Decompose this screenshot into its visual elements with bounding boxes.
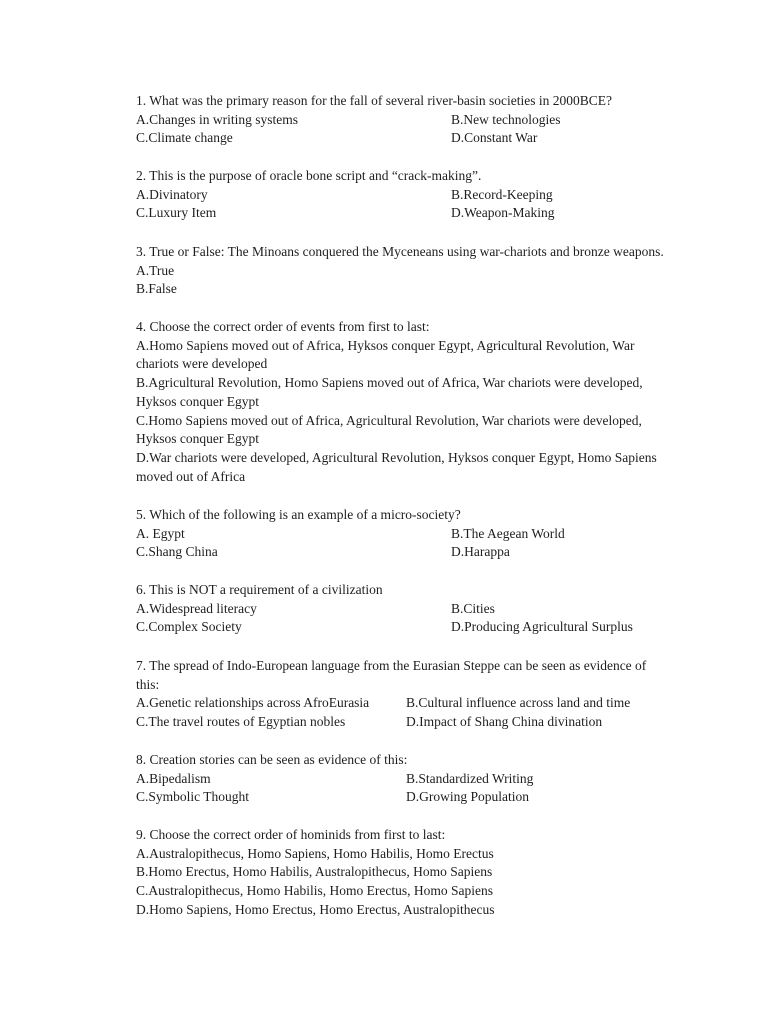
question-9 xyxy=(136,826,696,920)
option-d: D.Constant War xyxy=(451,130,538,146)
option-d: D.Growing Population xyxy=(406,789,529,805)
option-c-cont: Hyksos conquer Egypt xyxy=(136,431,259,447)
option-b: B.Cultural influence across land and time xyxy=(406,695,631,711)
option-b: B.Cities xyxy=(451,600,495,616)
option-row xyxy=(136,204,696,223)
question-prompt: 1. What was the primary reason for the fall of several river-basin societies in 2000BCE? xyxy=(136,93,612,108)
option-b: B.Record-Keeping xyxy=(451,186,553,202)
question-3 xyxy=(136,243,696,299)
option-row xyxy=(136,618,696,637)
option-a: A.True xyxy=(136,262,175,278)
question-5 xyxy=(136,506,696,562)
option-row xyxy=(136,111,696,130)
option-row xyxy=(136,129,696,148)
question-prompt: 4. Choose the correct order of events from first to last: xyxy=(136,319,430,334)
option-b: B.Standardized Writing xyxy=(406,770,534,786)
option-b: B.Agricultural Revolution, Homo Sapiens moved out of Africa, War chariots were developed, xyxy=(136,375,643,391)
question-4 xyxy=(136,318,696,486)
question-6 xyxy=(136,581,696,637)
option-c: C.Complex Society xyxy=(136,619,242,635)
question-1 xyxy=(136,92,696,148)
question-prompt: 6. This is NOT a requirement of a civilization xyxy=(136,582,383,597)
question-prompt: 8. Creation stories can be seen as evidence of this: xyxy=(136,752,408,767)
option-d: D.Impact of Shang China divination xyxy=(406,714,603,730)
option-a: A.Homo Sapiens moved out of Africa, Hyksos conquer Egypt, Agricultural Revolution, War xyxy=(136,337,635,353)
question-prompt: 9. Choose the correct order of hominids from first to last: xyxy=(136,827,446,842)
question-prompt: 2. This is the purpose of oracle bone script and “crack-making”. xyxy=(136,168,482,183)
option-c: C.Homo Sapiens moved out of Africa, Agricultural Revolution, War chariots were developed, xyxy=(136,412,642,428)
option-a: A.Genetic relationships across AfroEurasia xyxy=(136,695,370,711)
question-8 xyxy=(136,751,696,807)
question-7 xyxy=(136,657,696,732)
option-c: C.Luxury Item xyxy=(136,205,217,221)
question-prompt: 5. Which of the following is an example of a micro-society? xyxy=(136,507,461,522)
option-row xyxy=(136,694,696,713)
option-a: A.Changes in writing systems xyxy=(136,111,298,127)
option-c: C.Shang China xyxy=(136,544,218,560)
question-prompt: 3. True or False: The Minoans conquered the Myceneans using war-chariots and bronze weapons. xyxy=(136,244,664,259)
option-b: B.The Aegean World xyxy=(451,525,565,541)
option-a: A.Australopithecus, Homo Sapiens, Homo Habilis, Homo Erectus xyxy=(136,845,494,861)
option-row xyxy=(136,525,696,544)
option-c: C.The travel routes of Egyptian nobles xyxy=(136,714,346,730)
option-row xyxy=(136,543,696,562)
option-row xyxy=(136,713,696,732)
option-a: A. Egypt xyxy=(136,525,185,541)
option-d-cont: moved out of Africa xyxy=(136,468,246,484)
option-d: D.Weapon-Making xyxy=(451,205,555,221)
option-row xyxy=(136,770,696,789)
option-a: A.Divinatory xyxy=(136,186,208,202)
option-b-cont: Hyksos conquer Egypt xyxy=(136,393,259,409)
question-2 xyxy=(136,167,696,223)
question-prompt-cont: this: xyxy=(136,676,160,692)
option-row xyxy=(136,186,696,205)
option-c: C.Australopithecus, Homo Habilis, Homo Erectus, Homo Sapiens xyxy=(136,883,493,899)
option-a: A.Bipedalism xyxy=(136,770,211,786)
option-row xyxy=(136,788,696,807)
option-row xyxy=(136,600,696,619)
option-a-cont: chariots were developed xyxy=(136,356,268,372)
option-c: C.Symbolic Thought xyxy=(136,789,250,805)
option-d: D.War chariots were developed, Agricultural Revolution, Hyksos conquer Egypt, Homo Sapiens xyxy=(136,449,657,465)
question-prompt: 7. The spread of Indo-European language from the Eurasian Steppe can be seen as evidence of xyxy=(136,658,647,673)
option-b: B.False xyxy=(136,281,177,297)
option-a: A.Widespread literacy xyxy=(136,600,257,616)
option-d: D.Harappa xyxy=(451,544,510,560)
option-b: B.Homo Erectus, Homo Habilis, Australopithecus, Homo Sapiens xyxy=(136,864,493,880)
option-d: D.Producing Agricultural Surplus xyxy=(451,619,633,635)
option-b: B.New technologies xyxy=(451,111,561,127)
option-c: C.Climate change xyxy=(136,130,233,146)
option-d: D.Homo Sapiens, Homo Erectus, Homo Erectus, Australopithecus xyxy=(136,901,495,917)
